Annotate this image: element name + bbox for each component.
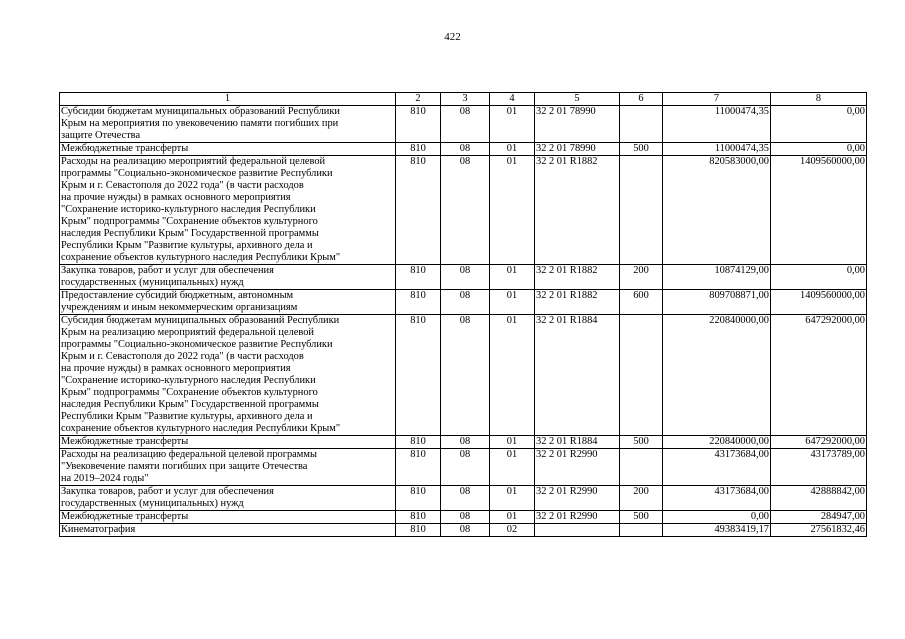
amount-cell: 1409560000,00 <box>771 156 867 265</box>
header-cell: 4 <box>490 93 535 106</box>
table-row <box>60 315 867 436</box>
expense-type-cell <box>620 524 663 537</box>
target-article-cell: 32 2 01 R1884 <box>535 436 620 449</box>
item-name-line: Субсидия бюджетам муниципальных образований Республики <box>61 315 340 326</box>
section-cell: 08 <box>441 436 490 449</box>
item-name-line: Республики Крым "Развитие культуры, архивного дела и <box>61 240 313 251</box>
amount-cell: 43173789,00 <box>771 449 867 486</box>
item-name-line: Межбюджетные трансферты <box>61 143 189 154</box>
section-cell: 08 <box>441 265 490 290</box>
item-name-line: Крым на реализацию мероприятий федеральной целевой <box>61 327 314 338</box>
item-name-cell <box>60 524 396 537</box>
item-name-line: Межбюджетные трансферты <box>61 436 189 447</box>
expense-type-cell: 200 <box>620 265 663 290</box>
table-row <box>60 511 867 524</box>
amount-cell: 284947,00 <box>771 511 867 524</box>
amount-cell: 0,00 <box>771 265 867 290</box>
table-row <box>60 106 867 143</box>
header-cell: 8 <box>771 93 867 106</box>
code-cell: 810 <box>396 143 441 156</box>
target-article-cell: 32 2 01 78990 <box>535 143 620 156</box>
header-cell: 5 <box>535 93 620 106</box>
item-name-line: Межбюджетные трансферты <box>61 511 189 522</box>
item-name-cell <box>60 315 396 436</box>
subsection-cell: 01 <box>490 436 535 449</box>
expense-type-cell: 600 <box>620 290 663 315</box>
item-name-line: Крым" подпрограммы "Сохранение объектов культурного <box>61 216 318 227</box>
section-cell: 08 <box>441 486 490 511</box>
table-row <box>60 265 867 290</box>
item-name-cell <box>60 486 396 511</box>
table-row <box>60 290 867 315</box>
section-cell: 08 <box>441 106 490 143</box>
subsection-cell: 01 <box>490 265 535 290</box>
subsection-cell: 01 <box>490 143 535 156</box>
budget-table <box>59 92 867 537</box>
page-number: 422 <box>444 31 461 43</box>
item-name-line: на прочие нужды) в рамках основного мероприятия <box>61 192 291 203</box>
amount-cell: 0,00 <box>771 143 867 156</box>
item-name-line: "Увековечение памяти погибших при защите Отечества <box>61 461 308 472</box>
section-cell: 08 <box>441 449 490 486</box>
item-name-cell <box>60 143 396 156</box>
item-name-cell <box>60 511 396 524</box>
header-cell: 6 <box>620 93 663 106</box>
code-cell: 810 <box>396 156 441 265</box>
item-name-line: Крым на мероприятия по увековечению памяти погибших при <box>61 118 339 129</box>
item-name-line: защите Отечества <box>61 130 141 141</box>
amount-cell: 42888842,00 <box>771 486 867 511</box>
expense-type-cell: 500 <box>620 143 663 156</box>
item-name-line: на 2019–2024 годы" <box>61 473 149 484</box>
item-name-line: Расходы на реализацию федеральной целевой программы <box>61 449 317 460</box>
amount-cell: 0,00 <box>663 511 771 524</box>
table-body <box>60 93 867 537</box>
item-name-cell <box>60 156 396 265</box>
item-name-line: "Сохранение историко-культурного наследия Республики <box>61 204 316 215</box>
expense-type-cell: 500 <box>620 436 663 449</box>
target-article-cell: 32 2 01 R1882 <box>535 156 620 265</box>
target-article-cell: 32 2 01 R1884 <box>535 315 620 436</box>
item-name-line: сохранение объектов культурного наследия Республики Крым" <box>61 423 341 434</box>
item-name-line: наследия Республики Крым" Государственной программы <box>61 399 319 410</box>
table-row <box>60 143 867 156</box>
subsection-cell: 01 <box>490 290 535 315</box>
table-row <box>60 156 867 265</box>
expense-type-cell <box>620 106 663 143</box>
amount-cell: 0,00 <box>771 106 867 143</box>
code-cell: 810 <box>396 265 441 290</box>
section-cell: 08 <box>441 156 490 265</box>
target-article-cell: 32 2 01 R2990 <box>535 486 620 511</box>
item-name-line: Расходы на реализацию мероприятий федеральной целевой <box>61 156 326 167</box>
item-name-line: Республики Крым "Развитие культуры, архивного дела и <box>61 411 313 422</box>
item-name-line: учреждениям и иным некоммерческим организациям <box>61 302 298 313</box>
item-name-cell <box>60 290 396 315</box>
item-name-line: Закупка товаров, работ и услуг для обеспечения <box>61 486 274 497</box>
subsection-cell: 01 <box>490 106 535 143</box>
section-cell: 08 <box>441 524 490 537</box>
item-name-cell <box>60 265 396 290</box>
item-name-line: на прочие нужды) в рамках основного мероприятия <box>61 363 291 374</box>
code-cell: 810 <box>396 315 441 436</box>
code-cell: 810 <box>396 449 441 486</box>
subsection-cell: 02 <box>490 524 535 537</box>
code-cell: 810 <box>396 486 441 511</box>
amount-cell: 1409560000,00 <box>771 290 867 315</box>
item-name-line: Закупка товаров, работ и услуг для обеспечения <box>61 265 274 276</box>
subsection-cell: 01 <box>490 511 535 524</box>
amount-cell: 10874129,00 <box>663 265 771 290</box>
header-cell: 7 <box>663 93 771 106</box>
table-row <box>60 449 867 486</box>
code-cell: 810 <box>396 106 441 143</box>
table-row <box>60 436 867 449</box>
amount-cell: 49383419,17 <box>663 524 771 537</box>
item-name-cell <box>60 106 396 143</box>
amount-cell: 11000474,35 <box>663 106 771 143</box>
subsection-cell: 01 <box>490 449 535 486</box>
item-name-line: государственных (муниципальных) нужд <box>61 498 244 509</box>
expense-type-cell: 500 <box>620 511 663 524</box>
subsection-cell: 01 <box>490 315 535 436</box>
code-cell: 810 <box>396 436 441 449</box>
amount-cell: 647292000,00 <box>771 436 867 449</box>
target-article-cell: 32 2 01 R2990 <box>535 511 620 524</box>
expense-type-cell <box>620 315 663 436</box>
amount-cell: 220840000,00 <box>663 436 771 449</box>
target-article-cell: 32 2 01 R1882 <box>535 265 620 290</box>
item-name-line: программы "Социально-экономическое развитие Республики <box>61 168 333 179</box>
amount-cell: 43173684,00 <box>663 449 771 486</box>
item-name-line: наследия Республики Крым" Государственной программы <box>61 228 319 239</box>
target-article-cell: 32 2 01 78990 <box>535 106 620 143</box>
amount-cell: 809708871,00 <box>663 290 771 315</box>
section-cell: 08 <box>441 290 490 315</box>
subsection-cell: 01 <box>490 156 535 265</box>
expense-type-cell <box>620 156 663 265</box>
target-article-cell: 32 2 01 R1882 <box>535 290 620 315</box>
amount-cell: 820583000,00 <box>663 156 771 265</box>
code-cell: 810 <box>396 511 441 524</box>
table-row <box>60 486 867 511</box>
table-row <box>60 524 867 537</box>
amount-cell: 220840000,00 <box>663 315 771 436</box>
item-name-line: Кинематография <box>61 524 136 535</box>
item-name-line: Крым и г. Севастополя до 2022 года" (в части расходов <box>61 180 304 191</box>
subsection-cell: 01 <box>490 486 535 511</box>
amount-cell: 647292000,00 <box>771 315 867 436</box>
header-cell: 3 <box>441 93 490 106</box>
header-cell: 2 <box>396 93 441 106</box>
amount-cell: 43173684,00 <box>663 486 771 511</box>
item-name-line: Предоставление субсидий бюджетным, автономным <box>61 290 294 301</box>
amount-cell: 11000474,35 <box>663 143 771 156</box>
item-name-line: Субсидии бюджетам муниципальных образований Республики <box>61 106 340 117</box>
table-header-row <box>60 93 867 106</box>
item-name-cell <box>60 436 396 449</box>
code-cell: 810 <box>396 290 441 315</box>
item-name-line: Крым" подпрограммы "Сохранение объектов культурного <box>61 387 318 398</box>
item-name-line: "Сохранение историко-культурного наследия Республики <box>61 375 316 386</box>
expense-type-cell: 200 <box>620 486 663 511</box>
item-name-line: государственных (муниципальных) нужд <box>61 277 244 288</box>
code-cell: 810 <box>396 524 441 537</box>
section-cell: 08 <box>441 315 490 436</box>
section-cell: 08 <box>441 143 490 156</box>
target-article-cell <box>535 524 620 537</box>
item-name-line: Крым и г. Севастополя до 2022 года" (в части расходов <box>61 351 304 362</box>
item-name-line: сохранение объектов культурного наследия Республики Крым" <box>61 252 341 263</box>
amount-cell: 27561832,46 <box>771 524 867 537</box>
expense-type-cell <box>620 449 663 486</box>
target-article-cell: 32 2 01 R2990 <box>535 449 620 486</box>
item-name-cell <box>60 449 396 486</box>
header-cell: 1 <box>60 93 396 106</box>
item-name-line: программы "Социально-экономическое развитие Республики <box>61 339 333 350</box>
section-cell: 08 <box>441 511 490 524</box>
